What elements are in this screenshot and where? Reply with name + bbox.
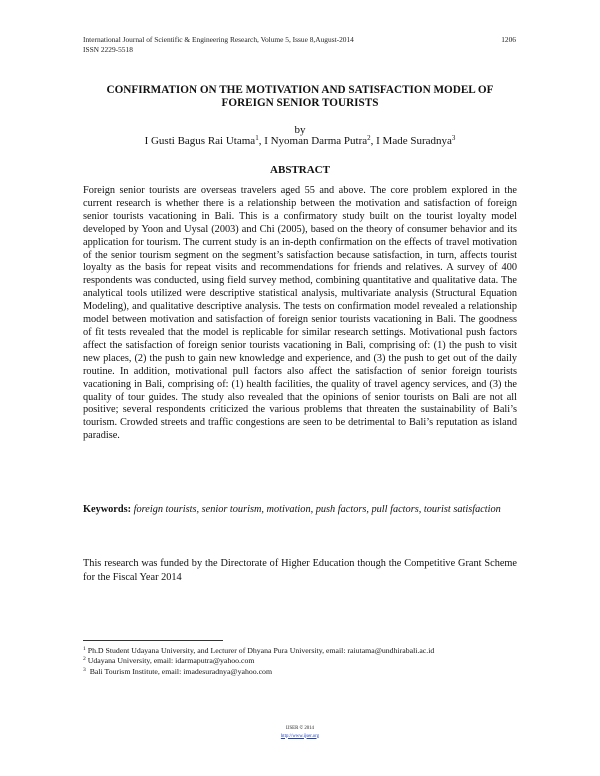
- abstract-heading: ABSTRACT: [270, 164, 330, 176]
- author-1: I Gusti Bagus Rai Utama$^1$,: [144, 134, 265, 147]
- journal-citation: International Journal of Scientific & Engineering Research, Volume 5, Issue 8,August-2014: [83, 35, 354, 44]
- author-list: [0, 135, 600, 147]
- author-2-mark: 2: [367, 134, 371, 142]
- footnote-3: $^3$ Bali Tourism Institute, email: imadesuradnya@yahoo.com: [83, 666, 273, 676]
- page-footer: [0, 725, 600, 740]
- issn: ISSN 2229-5518: [83, 45, 133, 54]
- footnote-1: $^1$ Ph.D Student Udayana University, and Lecturer of Dhyana Pura University, email: raiutama@undhirabali.ac.id: [83, 646, 435, 655]
- copyright: IJSER © 2014: [286, 726, 314, 731]
- by-line: by: [294, 124, 306, 136]
- keywords: [83, 504, 517, 517]
- journal-header: [83, 35, 354, 55]
- funding-note: This research was funded by the Directorate of Higher Education though the Competitive Grant Scheme for the Fiscal Year 2014: [83, 558, 517, 583]
- paper-title: [60, 84, 540, 110]
- page-number: 1206: [501, 35, 516, 44]
- footnotes: [83, 646, 517, 677]
- title-line-2: FOREIGN SENIOR TOURISTS: [221, 97, 379, 109]
- keywords-list: foreign tourists, senior tourism, motivation, push factors, pull factors, tourist satisfaction: [133, 504, 501, 515]
- author-2: I Nyoman Darma Putra$^2$,: [264, 134, 377, 147]
- abstract-body: Foreign senior tourists are overseas travelers aged 55 and above. The core problem explored in the current research is whether there is a relationship between the motivation and satisfaction of foreign senior tourists vacationing in Bali. This is a confirmatory study built on the tourist loyalty model developed by Yoon and Uysal (2003) and Chi (2005), based on the theory of consumer behavior and its application for tourism. The current study is an in-depth confirmation on the effects of travel motivation of the senior tourism segment on the segment’s satisfaction because satisfaction, in turn, affects tourist loyalty as the basis for repeat visits and recommendations for friends and relatives. A survey of 400 respondents was conducted, using field survey method, combining quantitative and qualitative data. The analytical tools utilized were descriptive statistical analysis, multivariate analysis (Structural Equation Modeling), and qualitative descriptive analysis. The tests on confirmation model revealed a relationship model between motivation and satisfaction of foreign senior tourists vacationing in Bali. The goodness of fit tests revealed that the model is replicable for similar research settings. Motivational push factors affect the satisfaction of foreign senior tourists vacationing in Bali, comprising of: (1) the push to visit new places, (2) the push to gain new knowledge and experience, and (3) the push to get out of the daily routine. In addition, motivational pull factors also affect the satisfaction of senior foreign tourists vacationing in Bali, comprising of: (1) health facilities, the quality of travel agency services, and (3) the quality of tour guides. The study also revealed that the opinions of senior tourists on Bali are not all positive; several respondents criticized the various problems that threaten the sustainability of Bali’s tourism. Crowded streets and traffic congestions are seen to be detrimental to Bali’s reputation as island paradise.: [83, 185, 517, 442]
- title-line-1: CONFIRMATION ON THE MOTIVATION AND SATISFACTION MODEL OF: [106, 84, 494, 96]
- footnote-2: $^2$ Udayana University, email: idarmaputra@yahoo.com: [83, 656, 255, 666]
- author-3: I Made Suradnya$^3$: [376, 134, 456, 147]
- website-link[interactable]: http://www.ijser.org: [280, 733, 320, 739]
- author-1-mark: 1: [255, 134, 259, 142]
- keywords-label: Keywords:: [83, 504, 132, 515]
- author-3-mark: 3: [451, 134, 456, 142]
- footnote-divider: [83, 640, 223, 641]
